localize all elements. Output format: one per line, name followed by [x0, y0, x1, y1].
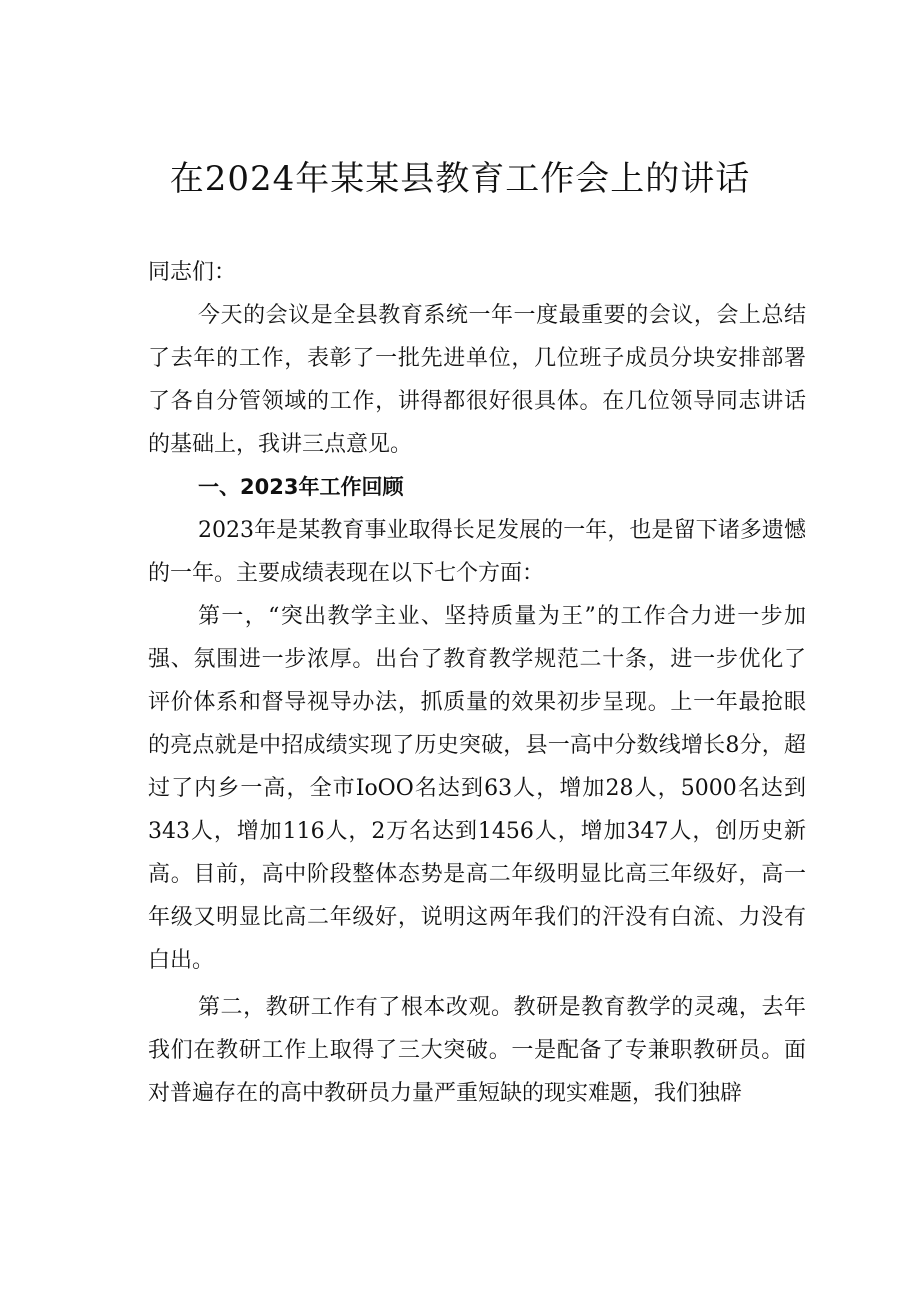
paragraph-opening: 今天的会议是全县教育系统一年一度最重要的会议，会上总结了去年的工作，表彰了一批先进单位，几位班子成员分块安排部署了各自分管领域的工作，讲得都很好很具体。在几位领导同志讲话的基础上，我讲三点意见。 — [148, 303, 806, 457]
paragraph-second-point: 第二，教研工作有了根本改观。教研是教育教学的灵魂，去年我们在教研工作上取得了三大突破。一是配备了专兼职教研员。面对普遍存在的高中教研员力量严重短缺的现实难题，我们独辟 — [148, 995, 806, 1106]
page-title: 在2024年某某县教育工作会上的讲话 — [169, 159, 751, 199]
document-body — [148, 251, 806, 1115]
paragraph-first-point: 第一，“突出教学主业、坚持质量为王”的工作合力进一步加强、氛围进一步浓厚。出台了教育教学规范二十条，进一步优化了评价体系和督导视导办法，抓质量的效果初步呈现。上一年最抢眼的亮点就是中招成绩实现了历史突破，县一高中分数线增长8分，超过了内乡一高，全市IoOO名达到63人，增加28人，5000名达到343人，增加116人，2万名达到1456人，增加347人，创历史新高。目前，高中阶段整体态势是高二年级明显比高三年级好，高一年级又明显比高二年级好，说明这两年我们的汗没有白流、力没有白出。 — [148, 604, 806, 973]
section-heading: 一、2023年工作回顾 — [198, 475, 404, 499]
paragraph-summary: 2023年是某教育事业取得长足发展的一年，也是留下诸多遗憾的一年。主要成绩表现在以下七个方面： — [148, 518, 806, 586]
salutation: 同志们： — [148, 260, 237, 285]
